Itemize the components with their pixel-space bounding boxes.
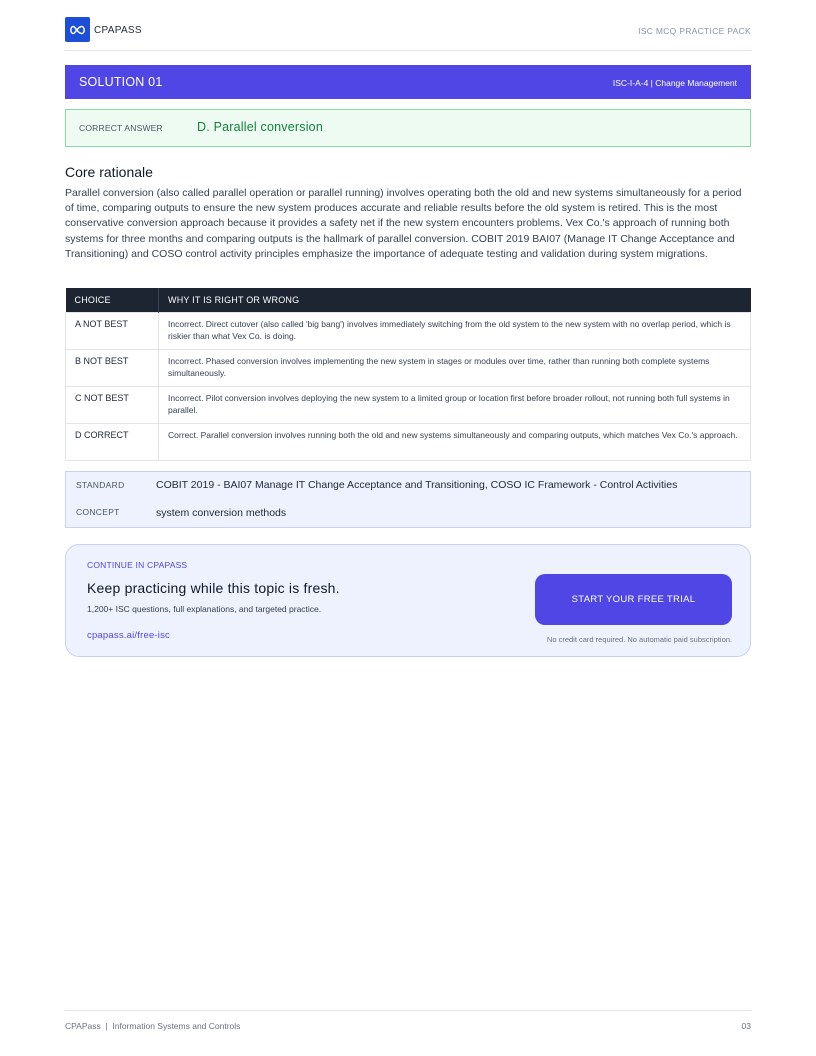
explanation-cell: Correct. Parallel conversion involves running both the old and new systems simultaneously and comparing outputs, which matches Vex Co.'s approach. — [159, 423, 751, 460]
table-row — [66, 386, 751, 423]
table-header-row — [66, 288, 751, 312]
solution-title: SOLUTION 01 — [79, 75, 163, 89]
solution-tag: ISC-I-A-4 | Change Management — [612, 78, 737, 88]
column-header-choice: CHOICE — [66, 288, 159, 312]
rationale-text: Parallel conversion (also called parallel operation or parallel running) involves operating both the old and new systems simultaneously for a period of time, comparing outputs to ensure the new system produces accurate and reliable results before the old system is retired. This is the most conservative conversion approach because it provides a safety net if the new system encounters problems. Vex Co.'s approach of running both systems for three months and comparing outputs is the hallmark of parallel conversion. COBIT 2019 BAI07 (Manage IT Change Acceptance and Transitioning) and COSO control activity principles emphasize the importance of adequate testing and validation during system migrations. — [65, 187, 742, 260]
choices-table — [65, 288, 751, 461]
solution-banner — [65, 65, 751, 99]
explanation-cell: Incorrect. Phased conversion involves implementing the new system in stages or modules over time, rather than running both complete systems simultaneously. — [159, 349, 751, 386]
standard-value: COBIT 2019 - BAI07 Manage IT Change Acceptance and Transitioning, COSO IC Framework - Control Activities — [156, 479, 678, 491]
page-header — [65, 17, 751, 51]
standard-label: STANDARD — [76, 480, 125, 490]
pack-title: ISC MCQ PRACTICE PACK — [638, 26, 751, 36]
standard-concept-box — [65, 471, 751, 528]
concept-value: system conversion methods — [156, 507, 287, 519]
choice-cell: A NOT BEST — [66, 312, 159, 349]
cta-note: No credit card required. No automatic paid subscription. — [546, 635, 732, 644]
cta-subtext: 1,200+ ISC questions, full explanations, and targeted practice. — [87, 604, 322, 614]
column-header-why: WHY IT IS RIGHT OR WRONG — [159, 288, 751, 312]
choice-cell: D CORRECT — [66, 423, 159, 460]
free-isc-link[interactable]: cpapass.ai/free-isc — [87, 630, 171, 641]
start-free-trial-button[interactable]: START YOUR FREE TRIAL — [535, 574, 732, 625]
table-row — [66, 349, 751, 386]
explanation-cell: Incorrect. Direct cutover (also called 'big bang') involves immediately switching from the old system to the new system with no overlap period, which is riskier than what Vex Co. is doing. — [159, 312, 751, 349]
correct-answer-value: D. Parallel conversion — [197, 120, 323, 134]
page-footer — [65, 1010, 751, 1031]
footer-label: CPAPass | Information Systems and Controls — [65, 1021, 241, 1031]
correct-answer-box — [65, 109, 751, 147]
choice-cell: C NOT BEST — [66, 386, 159, 423]
explanation-cell: Incorrect. Pilot conversion involves deploying the new system to a limited group or location first before broader rollout, not running both full systems in parallel. — [159, 386, 751, 423]
page-number: 03 — [741, 1021, 751, 1031]
correct-answer-label: CORRECT ANSWER — [79, 123, 163, 133]
cta-eyebrow: CONTINUE IN CPAPASS — [87, 560, 188, 570]
rationale-heading: Core rationale — [65, 164, 153, 180]
choice-cell: B NOT BEST — [66, 349, 159, 386]
infinity-icon — [65, 17, 90, 42]
table-row — [66, 423, 751, 460]
brand-name: CPAPASS — [94, 25, 142, 36]
table-row — [66, 312, 751, 349]
cta-headline: Keep practicing while this topic is fresh. — [87, 580, 340, 596]
cta-panel — [65, 544, 751, 657]
concept-label: CONCEPT — [76, 507, 120, 517]
